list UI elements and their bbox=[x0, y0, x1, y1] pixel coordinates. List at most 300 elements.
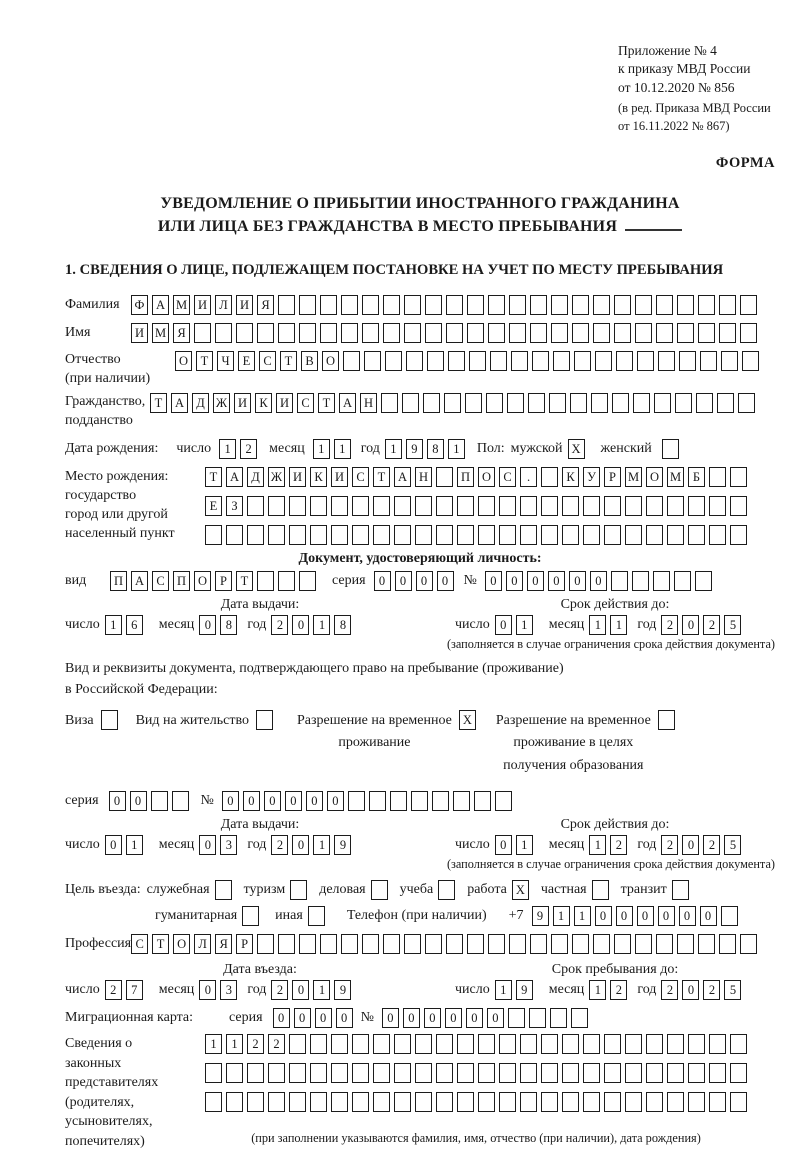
char-box[interactable]: М bbox=[625, 467, 642, 487]
char-box[interactable]: 2 bbox=[268, 1034, 285, 1054]
char-box[interactable] bbox=[633, 393, 650, 413]
char-box[interactable]: 1 bbox=[385, 439, 402, 459]
char-box[interactable] bbox=[541, 1092, 558, 1112]
char-box[interactable] bbox=[205, 1063, 222, 1083]
char-box[interactable] bbox=[299, 295, 316, 315]
char-box[interactable]: Н bbox=[415, 467, 432, 487]
char-box[interactable] bbox=[394, 1063, 411, 1083]
char-box[interactable] bbox=[308, 906, 325, 926]
char-box[interactable]: 0 bbox=[292, 980, 309, 1000]
char-box[interactable] bbox=[667, 1063, 684, 1083]
char-box[interactable]: А bbox=[226, 467, 243, 487]
char-box[interactable] bbox=[320, 323, 337, 343]
char-box[interactable] bbox=[436, 496, 453, 516]
char-box[interactable]: Р bbox=[215, 571, 232, 591]
char-box[interactable] bbox=[646, 1092, 663, 1112]
char-box[interactable] bbox=[709, 467, 726, 487]
char-box[interactable] bbox=[362, 934, 379, 954]
char-box[interactable] bbox=[310, 525, 327, 545]
char-box[interactable]: 0 bbox=[679, 906, 696, 926]
char-box[interactable] bbox=[604, 496, 621, 516]
char-box[interactable]: 1 bbox=[205, 1034, 222, 1054]
char-box[interactable] bbox=[289, 525, 306, 545]
char-box[interactable]: 1 bbox=[589, 980, 606, 1000]
char-box[interactable] bbox=[571, 1008, 588, 1028]
char-box[interactable]: 0 bbox=[403, 1008, 420, 1028]
char-box[interactable] bbox=[268, 496, 285, 516]
char-box[interactable]: . bbox=[520, 467, 537, 487]
char-box[interactable]: И bbox=[276, 393, 293, 413]
char-box[interactable] bbox=[469, 351, 486, 371]
char-box[interactable] bbox=[478, 1063, 495, 1083]
char-box[interactable] bbox=[331, 1034, 348, 1054]
char-box[interactable] bbox=[215, 880, 232, 900]
char-box[interactable] bbox=[427, 351, 444, 371]
char-box[interactable] bbox=[541, 496, 558, 516]
char-box[interactable] bbox=[730, 496, 747, 516]
char-box[interactable] bbox=[457, 1034, 474, 1054]
char-box[interactable] bbox=[373, 525, 390, 545]
char-box[interactable] bbox=[674, 571, 691, 591]
char-box[interactable] bbox=[509, 295, 526, 315]
char-box[interactable] bbox=[549, 393, 566, 413]
char-box[interactable]: 0 bbox=[382, 1008, 399, 1028]
char-box[interactable]: А bbox=[152, 295, 169, 315]
char-box[interactable] bbox=[509, 323, 526, 343]
char-box[interactable] bbox=[709, 1034, 726, 1054]
char-box[interactable]: 0 bbox=[315, 1008, 332, 1028]
char-box[interactable] bbox=[595, 351, 612, 371]
char-box[interactable] bbox=[541, 1034, 558, 1054]
char-box[interactable] bbox=[562, 1063, 579, 1083]
char-box[interactable] bbox=[632, 571, 649, 591]
char-box[interactable]: X bbox=[568, 439, 585, 459]
char-box[interactable]: Ф bbox=[131, 295, 148, 315]
char-box[interactable]: 9 bbox=[532, 906, 549, 926]
char-box[interactable] bbox=[677, 934, 694, 954]
char-box[interactable]: 2 bbox=[105, 980, 122, 1000]
char-box[interactable]: П bbox=[110, 571, 127, 591]
char-box[interactable] bbox=[343, 351, 360, 371]
char-box[interactable] bbox=[541, 467, 558, 487]
char-box[interactable] bbox=[268, 1092, 285, 1112]
char-box[interactable] bbox=[438, 880, 455, 900]
char-box[interactable] bbox=[394, 525, 411, 545]
char-box[interactable] bbox=[637, 351, 654, 371]
char-box[interactable]: Т bbox=[205, 467, 222, 487]
char-box[interactable] bbox=[646, 1034, 663, 1054]
char-box[interactable]: О bbox=[194, 571, 211, 591]
char-box[interactable] bbox=[667, 525, 684, 545]
char-box[interactable] bbox=[467, 934, 484, 954]
char-box[interactable]: 0 bbox=[487, 1008, 504, 1028]
char-box[interactable]: 0 bbox=[285, 791, 302, 811]
char-box[interactable] bbox=[604, 525, 621, 545]
char-box[interactable]: 1 bbox=[313, 980, 330, 1000]
char-box[interactable] bbox=[320, 934, 337, 954]
char-box[interactable] bbox=[635, 934, 652, 954]
char-box[interactable] bbox=[508, 1008, 525, 1028]
char-box[interactable]: 0 bbox=[569, 571, 586, 591]
char-box[interactable] bbox=[709, 1092, 726, 1112]
char-box[interactable]: 2 bbox=[271, 615, 288, 635]
char-box[interactable]: Н bbox=[360, 393, 377, 413]
char-box[interactable] bbox=[348, 791, 365, 811]
char-box[interactable] bbox=[529, 1008, 546, 1028]
char-box[interactable]: 2 bbox=[703, 835, 720, 855]
char-box[interactable]: 2 bbox=[661, 615, 678, 635]
char-box[interactable] bbox=[394, 496, 411, 516]
char-box[interactable] bbox=[373, 1092, 390, 1112]
char-box[interactable] bbox=[721, 906, 738, 926]
char-box[interactable]: Е bbox=[238, 351, 255, 371]
char-box[interactable] bbox=[331, 496, 348, 516]
char-box[interactable]: Т bbox=[150, 393, 167, 413]
char-box[interactable] bbox=[151, 791, 168, 811]
char-box[interactable] bbox=[574, 351, 591, 371]
char-box[interactable] bbox=[730, 525, 747, 545]
char-box[interactable] bbox=[572, 323, 589, 343]
char-box[interactable]: Т bbox=[280, 351, 297, 371]
char-box[interactable]: К bbox=[562, 467, 579, 487]
char-box[interactable]: Т bbox=[318, 393, 335, 413]
char-box[interactable]: В bbox=[301, 351, 318, 371]
char-box[interactable] bbox=[478, 525, 495, 545]
char-box[interactable] bbox=[677, 323, 694, 343]
char-box[interactable] bbox=[550, 1008, 567, 1028]
char-box[interactable]: 0 bbox=[374, 571, 391, 591]
char-box[interactable] bbox=[688, 1034, 705, 1054]
char-box[interactable]: Я bbox=[173, 323, 190, 343]
char-box[interactable] bbox=[499, 525, 516, 545]
char-box[interactable]: К bbox=[310, 467, 327, 487]
char-box[interactable]: 0 bbox=[658, 906, 675, 926]
char-box[interactable]: 1 bbox=[219, 439, 236, 459]
char-box[interactable]: 0 bbox=[495, 835, 512, 855]
char-box[interactable] bbox=[604, 1034, 621, 1054]
char-box[interactable]: 2 bbox=[610, 835, 627, 855]
char-box[interactable]: Т bbox=[196, 351, 213, 371]
char-box[interactable] bbox=[390, 791, 407, 811]
char-box[interactable]: 1 bbox=[334, 439, 351, 459]
char-box[interactable] bbox=[656, 323, 673, 343]
char-box[interactable]: М bbox=[152, 323, 169, 343]
char-box[interactable]: 2 bbox=[610, 980, 627, 1000]
char-box[interactable]: 1 bbox=[516, 835, 533, 855]
char-box[interactable] bbox=[247, 496, 264, 516]
char-box[interactable] bbox=[331, 1063, 348, 1083]
char-box[interactable] bbox=[635, 295, 652, 315]
char-box[interactable]: Ж bbox=[213, 393, 230, 413]
char-box[interactable] bbox=[667, 1034, 684, 1054]
char-box[interactable] bbox=[656, 934, 673, 954]
char-box[interactable] bbox=[672, 880, 689, 900]
char-box[interactable]: 0 bbox=[416, 571, 433, 591]
char-box[interactable] bbox=[520, 1034, 537, 1054]
char-box[interactable] bbox=[247, 1092, 264, 1112]
char-box[interactable] bbox=[446, 323, 463, 343]
char-box[interactable]: А bbox=[171, 393, 188, 413]
char-box[interactable] bbox=[730, 467, 747, 487]
char-box[interactable] bbox=[730, 1063, 747, 1083]
char-box[interactable]: 0 bbox=[424, 1008, 441, 1028]
char-box[interactable]: И bbox=[194, 295, 211, 315]
char-box[interactable] bbox=[740, 295, 757, 315]
char-box[interactable] bbox=[467, 323, 484, 343]
char-box[interactable] bbox=[667, 1092, 684, 1112]
char-box[interactable] bbox=[352, 1034, 369, 1054]
char-box[interactable] bbox=[474, 791, 491, 811]
char-box[interactable] bbox=[530, 323, 547, 343]
char-box[interactable] bbox=[364, 351, 381, 371]
char-box[interactable] bbox=[591, 393, 608, 413]
char-box[interactable] bbox=[509, 934, 526, 954]
char-box[interactable] bbox=[289, 1063, 306, 1083]
char-box[interactable] bbox=[478, 1034, 495, 1054]
char-box[interactable] bbox=[425, 323, 442, 343]
char-box[interactable] bbox=[719, 323, 736, 343]
char-box[interactable]: П bbox=[173, 571, 190, 591]
char-box[interactable] bbox=[352, 1092, 369, 1112]
char-box[interactable] bbox=[226, 1063, 243, 1083]
char-box[interactable]: 2 bbox=[271, 980, 288, 1000]
char-box[interactable] bbox=[205, 1092, 222, 1112]
char-box[interactable] bbox=[436, 1092, 453, 1112]
char-box[interactable]: 0 bbox=[682, 835, 699, 855]
char-box[interactable] bbox=[721, 351, 738, 371]
char-box[interactable] bbox=[406, 351, 423, 371]
char-box[interactable]: 9 bbox=[334, 835, 351, 855]
char-box[interactable] bbox=[394, 1034, 411, 1054]
char-box[interactable] bbox=[226, 1092, 243, 1112]
char-box[interactable]: Д bbox=[247, 467, 264, 487]
char-box[interactable]: Я bbox=[257, 295, 274, 315]
char-box[interactable] bbox=[709, 496, 726, 516]
char-box[interactable]: 9 bbox=[516, 980, 533, 1000]
char-box[interactable] bbox=[719, 934, 736, 954]
char-box[interactable]: Ч bbox=[217, 351, 234, 371]
char-box[interactable]: 0 bbox=[199, 980, 216, 1000]
char-box[interactable]: 9 bbox=[406, 439, 423, 459]
char-box[interactable] bbox=[436, 1034, 453, 1054]
char-box[interactable] bbox=[257, 323, 274, 343]
char-box[interactable]: 0 bbox=[264, 791, 281, 811]
char-box[interactable]: 0 bbox=[294, 1008, 311, 1028]
char-box[interactable] bbox=[423, 393, 440, 413]
char-box[interactable] bbox=[341, 934, 358, 954]
char-box[interactable]: 1 bbox=[589, 835, 606, 855]
char-box[interactable] bbox=[488, 323, 505, 343]
char-box[interactable]: 0 bbox=[327, 791, 344, 811]
char-box[interactable] bbox=[646, 525, 663, 545]
char-box[interactable]: X bbox=[459, 710, 476, 730]
char-box[interactable] bbox=[738, 393, 755, 413]
char-box[interactable]: 2 bbox=[247, 1034, 264, 1054]
char-box[interactable]: 1 bbox=[313, 439, 330, 459]
char-box[interactable] bbox=[310, 1092, 327, 1112]
char-box[interactable] bbox=[383, 295, 400, 315]
char-box[interactable] bbox=[742, 351, 759, 371]
char-box[interactable] bbox=[226, 525, 243, 545]
char-box[interactable] bbox=[507, 393, 524, 413]
char-box[interactable] bbox=[478, 1092, 495, 1112]
char-box[interactable] bbox=[530, 934, 547, 954]
char-box[interactable]: 1 bbox=[589, 615, 606, 635]
char-box[interactable] bbox=[465, 393, 482, 413]
char-box[interactable] bbox=[656, 295, 673, 315]
char-box[interactable] bbox=[654, 393, 671, 413]
char-box[interactable]: 0 bbox=[199, 615, 216, 635]
char-box[interactable] bbox=[299, 571, 316, 591]
char-box[interactable] bbox=[341, 323, 358, 343]
char-box[interactable] bbox=[172, 791, 189, 811]
char-box[interactable] bbox=[530, 295, 547, 315]
char-box[interactable] bbox=[520, 496, 537, 516]
char-box[interactable] bbox=[278, 295, 295, 315]
char-box[interactable]: 0 bbox=[548, 571, 565, 591]
char-box[interactable]: А bbox=[131, 571, 148, 591]
char-box[interactable] bbox=[592, 880, 609, 900]
char-box[interactable]: 0 bbox=[306, 791, 323, 811]
char-box[interactable] bbox=[612, 393, 629, 413]
char-box[interactable] bbox=[604, 1092, 621, 1112]
char-box[interactable] bbox=[486, 393, 503, 413]
char-box[interactable]: Р bbox=[604, 467, 621, 487]
char-box[interactable]: 0 bbox=[445, 1008, 462, 1028]
char-box[interactable] bbox=[453, 791, 470, 811]
char-box[interactable] bbox=[562, 496, 579, 516]
char-box[interactable] bbox=[425, 934, 442, 954]
char-box[interactable]: З bbox=[226, 496, 243, 516]
char-box[interactable] bbox=[373, 496, 390, 516]
char-box[interactable]: Л bbox=[215, 295, 232, 315]
char-box[interactable]: С bbox=[131, 934, 148, 954]
char-box[interactable]: К bbox=[255, 393, 272, 413]
char-box[interactable] bbox=[583, 496, 600, 516]
char-box[interactable]: С bbox=[499, 467, 516, 487]
char-box[interactable]: Д bbox=[192, 393, 209, 413]
char-box[interactable] bbox=[583, 1063, 600, 1083]
char-box[interactable] bbox=[299, 323, 316, 343]
char-box[interactable] bbox=[205, 525, 222, 545]
char-box[interactable]: 0 bbox=[595, 906, 612, 926]
char-box[interactable]: 1 bbox=[226, 1034, 243, 1054]
char-box[interactable] bbox=[467, 295, 484, 315]
char-box[interactable]: 0 bbox=[222, 791, 239, 811]
char-box[interactable]: И bbox=[131, 323, 148, 343]
char-box[interactable] bbox=[511, 351, 528, 371]
char-box[interactable] bbox=[457, 1063, 474, 1083]
char-box[interactable] bbox=[247, 1063, 264, 1083]
char-box[interactable] bbox=[446, 934, 463, 954]
char-box[interactable] bbox=[635, 323, 652, 343]
char-box[interactable]: Т bbox=[236, 571, 253, 591]
char-box[interactable]: 0 bbox=[292, 615, 309, 635]
char-box[interactable] bbox=[457, 1092, 474, 1112]
char-box[interactable]: 9 bbox=[334, 980, 351, 1000]
char-box[interactable]: Т bbox=[152, 934, 169, 954]
char-box[interactable]: 2 bbox=[271, 835, 288, 855]
char-box[interactable] bbox=[614, 934, 631, 954]
char-box[interactable] bbox=[402, 393, 419, 413]
char-box[interactable]: 0 bbox=[506, 571, 523, 591]
char-box[interactable] bbox=[385, 351, 402, 371]
char-box[interactable]: 8 bbox=[334, 615, 351, 635]
char-box[interactable] bbox=[415, 1063, 432, 1083]
char-box[interactable] bbox=[310, 1034, 327, 1054]
char-box[interactable] bbox=[352, 1063, 369, 1083]
char-box[interactable] bbox=[698, 934, 715, 954]
char-box[interactable] bbox=[593, 323, 610, 343]
char-box[interactable] bbox=[658, 710, 675, 730]
char-box[interactable] bbox=[490, 351, 507, 371]
char-box[interactable] bbox=[310, 496, 327, 516]
char-box[interactable] bbox=[593, 934, 610, 954]
char-box[interactable] bbox=[662, 439, 679, 459]
char-box[interactable] bbox=[488, 295, 505, 315]
char-box[interactable] bbox=[688, 525, 705, 545]
char-box[interactable] bbox=[257, 934, 274, 954]
char-box[interactable] bbox=[688, 1092, 705, 1112]
char-box[interactable] bbox=[532, 351, 549, 371]
char-box[interactable]: И bbox=[331, 467, 348, 487]
char-box[interactable] bbox=[625, 1063, 642, 1083]
char-box[interactable] bbox=[688, 496, 705, 516]
char-box[interactable]: 5 bbox=[724, 980, 741, 1000]
char-box[interactable] bbox=[625, 496, 642, 516]
char-box[interactable]: 8 bbox=[427, 439, 444, 459]
char-box[interactable]: М bbox=[173, 295, 190, 315]
char-box[interactable] bbox=[404, 295, 421, 315]
char-box[interactable]: 1 bbox=[553, 906, 570, 926]
char-box[interactable]: А bbox=[394, 467, 411, 487]
char-box[interactable]: Т bbox=[373, 467, 390, 487]
char-box[interactable] bbox=[415, 496, 432, 516]
char-box[interactable]: X bbox=[512, 880, 529, 900]
char-box[interactable]: Е bbox=[205, 496, 222, 516]
char-box[interactable] bbox=[562, 525, 579, 545]
char-box[interactable] bbox=[320, 295, 337, 315]
char-box[interactable] bbox=[242, 906, 259, 926]
char-box[interactable] bbox=[625, 1034, 642, 1054]
char-box[interactable] bbox=[488, 934, 505, 954]
char-box[interactable] bbox=[352, 525, 369, 545]
char-box[interactable] bbox=[583, 1092, 600, 1112]
char-box[interactable] bbox=[572, 934, 589, 954]
char-box[interactable]: 0 bbox=[292, 835, 309, 855]
char-box[interactable]: О bbox=[646, 467, 663, 487]
char-box[interactable]: 5 bbox=[724, 615, 741, 635]
char-box[interactable] bbox=[411, 791, 428, 811]
char-box[interactable]: И bbox=[234, 393, 251, 413]
char-box[interactable]: О bbox=[322, 351, 339, 371]
char-box[interactable] bbox=[667, 496, 684, 516]
char-box[interactable]: 1 bbox=[313, 615, 330, 635]
char-box[interactable] bbox=[562, 1092, 579, 1112]
char-box[interactable] bbox=[695, 571, 712, 591]
char-box[interactable] bbox=[700, 351, 717, 371]
char-box[interactable] bbox=[616, 351, 633, 371]
char-box[interactable]: 1 bbox=[448, 439, 465, 459]
char-box[interactable] bbox=[373, 1034, 390, 1054]
char-box[interactable] bbox=[499, 1063, 516, 1083]
char-box[interactable]: 1 bbox=[516, 615, 533, 635]
char-box[interactable] bbox=[541, 525, 558, 545]
char-box[interactable] bbox=[740, 323, 757, 343]
char-box[interactable] bbox=[698, 323, 715, 343]
char-box[interactable] bbox=[436, 1063, 453, 1083]
char-box[interactable] bbox=[268, 1063, 285, 1083]
